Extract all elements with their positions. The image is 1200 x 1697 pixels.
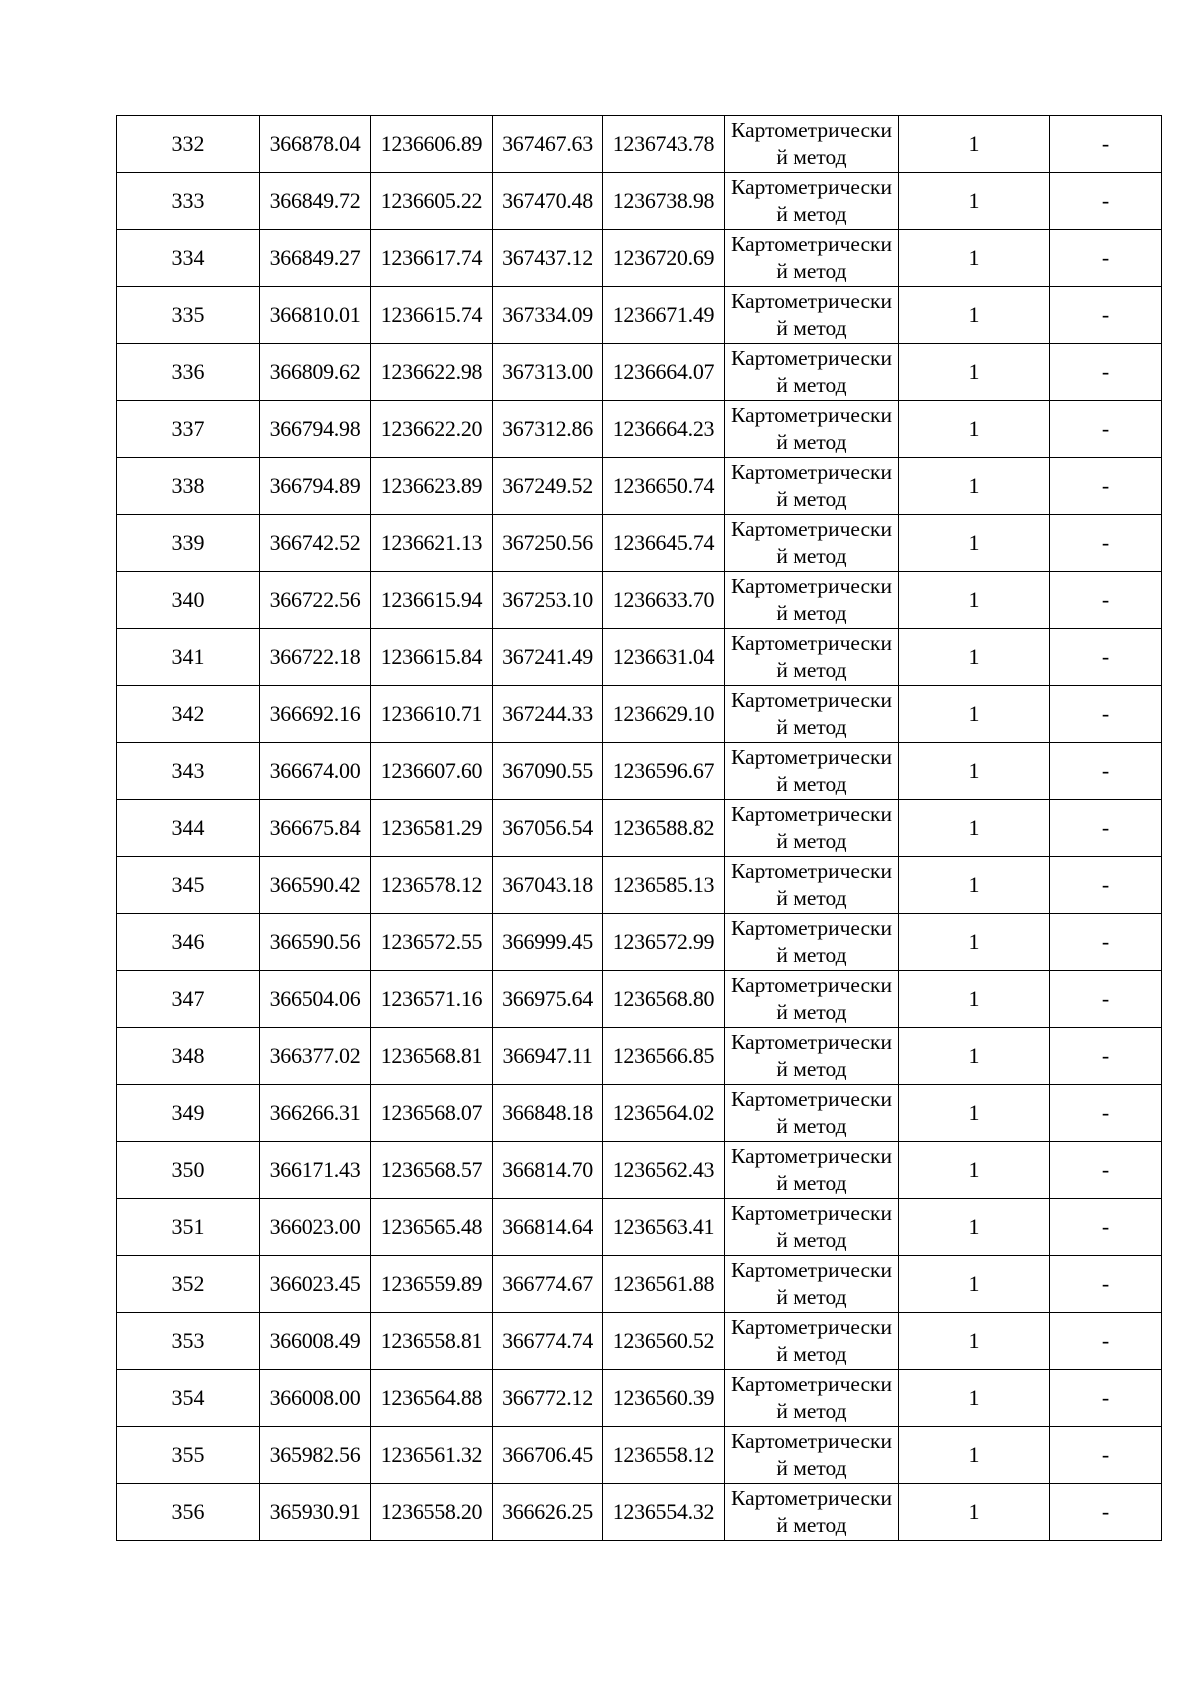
method-cell: Картометрический метод bbox=[725, 1427, 899, 1484]
x-new-cell: 367250.56 bbox=[493, 515, 603, 572]
table-row bbox=[117, 458, 1162, 515]
x-existing-cell: 366849.72 bbox=[260, 173, 371, 230]
note-cell: - bbox=[1050, 116, 1162, 173]
table-row bbox=[117, 344, 1162, 401]
note-cell: - bbox=[1050, 1370, 1162, 1427]
note-cell: - bbox=[1050, 515, 1162, 572]
x-existing-cell: 366008.00 bbox=[260, 1370, 371, 1427]
table-row bbox=[117, 572, 1162, 629]
y-new-cell: 1236671.49 bbox=[603, 287, 725, 344]
y-new-cell: 1236664.23 bbox=[603, 401, 725, 458]
accuracy-cell: 1 bbox=[899, 1142, 1050, 1199]
coordinates-table-body bbox=[117, 116, 1162, 1541]
table-row bbox=[117, 686, 1162, 743]
x-new-cell: 366814.64 bbox=[493, 1199, 603, 1256]
y-existing-cell: 1236564.88 bbox=[371, 1370, 493, 1427]
y-new-cell: 1236645.74 bbox=[603, 515, 725, 572]
accuracy-cell: 1 bbox=[899, 686, 1050, 743]
point-number-cell: 341 bbox=[117, 629, 260, 686]
accuracy-cell: 1 bbox=[899, 914, 1050, 971]
point-number-cell: 339 bbox=[117, 515, 260, 572]
y-existing-cell: 1236623.89 bbox=[371, 458, 493, 515]
y-new-cell: 1236562.43 bbox=[603, 1142, 725, 1199]
accuracy-cell: 1 bbox=[899, 287, 1050, 344]
note-cell: - bbox=[1050, 629, 1162, 686]
table-row bbox=[117, 971, 1162, 1028]
table-row bbox=[117, 1484, 1162, 1541]
x-new-cell: 367334.09 bbox=[493, 287, 603, 344]
accuracy-cell: 1 bbox=[899, 173, 1050, 230]
x-new-cell: 366774.74 bbox=[493, 1313, 603, 1370]
note-cell: - bbox=[1050, 1313, 1162, 1370]
note-cell: - bbox=[1050, 914, 1162, 971]
table-row bbox=[117, 1313, 1162, 1370]
note-cell: - bbox=[1050, 1142, 1162, 1199]
x-new-cell: 367470.48 bbox=[493, 173, 603, 230]
x-existing-cell: 366023.00 bbox=[260, 1199, 371, 1256]
x-existing-cell: 365982.56 bbox=[260, 1427, 371, 1484]
point-number-cell: 351 bbox=[117, 1199, 260, 1256]
accuracy-cell: 1 bbox=[899, 1370, 1050, 1427]
x-existing-cell: 366849.27 bbox=[260, 230, 371, 287]
point-number-cell: 335 bbox=[117, 287, 260, 344]
y-existing-cell: 1236558.81 bbox=[371, 1313, 493, 1370]
x-new-cell: 367437.12 bbox=[493, 230, 603, 287]
table-row bbox=[117, 401, 1162, 458]
y-existing-cell: 1236572.55 bbox=[371, 914, 493, 971]
method-cell: Картометрический метод bbox=[725, 344, 899, 401]
note-cell: - bbox=[1050, 1199, 1162, 1256]
x-new-cell: 367312.86 bbox=[493, 401, 603, 458]
x-existing-cell: 366590.56 bbox=[260, 914, 371, 971]
y-existing-cell: 1236558.20 bbox=[371, 1484, 493, 1541]
method-cell: Картометрический метод bbox=[725, 1370, 899, 1427]
note-cell: - bbox=[1050, 230, 1162, 287]
table-row bbox=[117, 1085, 1162, 1142]
x-new-cell: 367253.10 bbox=[493, 572, 603, 629]
x-new-cell: 366947.11 bbox=[493, 1028, 603, 1085]
point-number-cell: 356 bbox=[117, 1484, 260, 1541]
accuracy-cell: 1 bbox=[899, 1484, 1050, 1541]
point-number-cell: 352 bbox=[117, 1256, 260, 1313]
point-number-cell: 342 bbox=[117, 686, 260, 743]
x-new-cell: 366626.25 bbox=[493, 1484, 603, 1541]
table-row bbox=[117, 515, 1162, 572]
y-new-cell: 1236572.99 bbox=[603, 914, 725, 971]
method-cell: Картометрический метод bbox=[725, 914, 899, 971]
accuracy-cell: 1 bbox=[899, 800, 1050, 857]
table-row bbox=[117, 1028, 1162, 1085]
method-cell: Картометрический метод bbox=[725, 857, 899, 914]
x-new-cell: 366774.67 bbox=[493, 1256, 603, 1313]
x-new-cell: 367467.63 bbox=[493, 116, 603, 173]
point-number-cell: 333 bbox=[117, 173, 260, 230]
x-new-cell: 367313.00 bbox=[493, 344, 603, 401]
table-row bbox=[117, 287, 1162, 344]
method-cell: Картометрический метод bbox=[725, 971, 899, 1028]
y-existing-cell: 1236568.07 bbox=[371, 1085, 493, 1142]
accuracy-cell: 1 bbox=[899, 572, 1050, 629]
y-new-cell: 1236568.80 bbox=[603, 971, 725, 1028]
x-existing-cell: 366008.49 bbox=[260, 1313, 371, 1370]
point-number-cell: 344 bbox=[117, 800, 260, 857]
y-new-cell: 1236566.85 bbox=[603, 1028, 725, 1085]
method-cell: Картометрический метод bbox=[725, 401, 899, 458]
accuracy-cell: 1 bbox=[899, 116, 1050, 173]
y-new-cell: 1236558.12 bbox=[603, 1427, 725, 1484]
accuracy-cell: 1 bbox=[899, 1085, 1050, 1142]
y-new-cell: 1236564.02 bbox=[603, 1085, 725, 1142]
point-number-cell: 343 bbox=[117, 743, 260, 800]
y-existing-cell: 1236578.12 bbox=[371, 857, 493, 914]
x-existing-cell: 366722.18 bbox=[260, 629, 371, 686]
table-row bbox=[117, 1142, 1162, 1199]
y-existing-cell: 1236621.13 bbox=[371, 515, 493, 572]
y-new-cell: 1236560.52 bbox=[603, 1313, 725, 1370]
x-new-cell: 367249.52 bbox=[493, 458, 603, 515]
accuracy-cell: 1 bbox=[899, 1313, 1050, 1370]
accuracy-cell: 1 bbox=[899, 401, 1050, 458]
y-existing-cell: 1236607.60 bbox=[371, 743, 493, 800]
note-cell: - bbox=[1050, 857, 1162, 914]
x-new-cell: 366706.45 bbox=[493, 1427, 603, 1484]
point-number-cell: 353 bbox=[117, 1313, 260, 1370]
method-cell: Картометрический метод bbox=[725, 230, 899, 287]
accuracy-cell: 1 bbox=[899, 629, 1050, 686]
x-new-cell: 367056.54 bbox=[493, 800, 603, 857]
point-number-cell: 334 bbox=[117, 230, 260, 287]
note-cell: - bbox=[1050, 971, 1162, 1028]
x-new-cell: 366999.45 bbox=[493, 914, 603, 971]
table-row bbox=[117, 1199, 1162, 1256]
x-existing-cell: 366504.06 bbox=[260, 971, 371, 1028]
point-number-cell: 354 bbox=[117, 1370, 260, 1427]
accuracy-cell: 1 bbox=[899, 1199, 1050, 1256]
point-number-cell: 346 bbox=[117, 914, 260, 971]
x-existing-cell: 366742.52 bbox=[260, 515, 371, 572]
method-cell: Картометрический метод bbox=[725, 1028, 899, 1085]
x-existing-cell: 366023.45 bbox=[260, 1256, 371, 1313]
y-existing-cell: 1236605.22 bbox=[371, 173, 493, 230]
y-new-cell: 1236585.13 bbox=[603, 857, 725, 914]
note-cell: - bbox=[1050, 401, 1162, 458]
accuracy-cell: 1 bbox=[899, 458, 1050, 515]
x-new-cell: 367241.49 bbox=[493, 629, 603, 686]
x-existing-cell: 366809.62 bbox=[260, 344, 371, 401]
y-existing-cell: 1236617.74 bbox=[371, 230, 493, 287]
note-cell: - bbox=[1050, 1028, 1162, 1085]
accuracy-cell: 1 bbox=[899, 1256, 1050, 1313]
y-existing-cell: 1236568.57 bbox=[371, 1142, 493, 1199]
point-number-cell: 350 bbox=[117, 1142, 260, 1199]
x-existing-cell: 366878.04 bbox=[260, 116, 371, 173]
point-number-cell: 355 bbox=[117, 1427, 260, 1484]
table-row bbox=[117, 173, 1162, 230]
y-existing-cell: 1236565.48 bbox=[371, 1199, 493, 1256]
table-row bbox=[117, 914, 1162, 971]
note-cell: - bbox=[1050, 1427, 1162, 1484]
x-new-cell: 367244.33 bbox=[493, 686, 603, 743]
table-row bbox=[117, 857, 1162, 914]
accuracy-cell: 1 bbox=[899, 515, 1050, 572]
table-row bbox=[117, 629, 1162, 686]
point-number-cell: 338 bbox=[117, 458, 260, 515]
point-number-cell: 347 bbox=[117, 971, 260, 1028]
method-cell: Картометрический метод bbox=[725, 572, 899, 629]
x-existing-cell: 366266.31 bbox=[260, 1085, 371, 1142]
accuracy-cell: 1 bbox=[899, 1028, 1050, 1085]
method-cell: Картометрический метод bbox=[725, 686, 899, 743]
y-existing-cell: 1236615.74 bbox=[371, 287, 493, 344]
x-existing-cell: 366171.43 bbox=[260, 1142, 371, 1199]
point-number-cell: 340 bbox=[117, 572, 260, 629]
y-existing-cell: 1236606.89 bbox=[371, 116, 493, 173]
y-existing-cell: 1236622.98 bbox=[371, 344, 493, 401]
point-number-cell: 348 bbox=[117, 1028, 260, 1085]
point-number-cell: 349 bbox=[117, 1085, 260, 1142]
y-existing-cell: 1236559.89 bbox=[371, 1256, 493, 1313]
note-cell: - bbox=[1050, 1484, 1162, 1541]
x-existing-cell: 366794.98 bbox=[260, 401, 371, 458]
x-new-cell: 366975.64 bbox=[493, 971, 603, 1028]
method-cell: Картометрический метод bbox=[725, 1484, 899, 1541]
point-number-cell: 336 bbox=[117, 344, 260, 401]
accuracy-cell: 1 bbox=[899, 971, 1050, 1028]
x-existing-cell: 366590.42 bbox=[260, 857, 371, 914]
x-new-cell: 367043.18 bbox=[493, 857, 603, 914]
y-new-cell: 1236588.82 bbox=[603, 800, 725, 857]
x-new-cell: 366814.70 bbox=[493, 1142, 603, 1199]
point-number-cell: 345 bbox=[117, 857, 260, 914]
table-row bbox=[117, 743, 1162, 800]
note-cell: - bbox=[1050, 686, 1162, 743]
y-existing-cell: 1236622.20 bbox=[371, 401, 493, 458]
y-new-cell: 1236738.98 bbox=[603, 173, 725, 230]
x-new-cell: 366848.18 bbox=[493, 1085, 603, 1142]
note-cell: - bbox=[1050, 1085, 1162, 1142]
method-cell: Картометрический метод bbox=[725, 1256, 899, 1313]
y-new-cell: 1236563.41 bbox=[603, 1199, 725, 1256]
x-existing-cell: 366674.00 bbox=[260, 743, 371, 800]
method-cell: Картометрический метод bbox=[725, 515, 899, 572]
table-row bbox=[117, 1256, 1162, 1313]
y-existing-cell: 1236615.84 bbox=[371, 629, 493, 686]
method-cell: Картометрический метод bbox=[725, 287, 899, 344]
y-new-cell: 1236743.78 bbox=[603, 116, 725, 173]
method-cell: Картометрический метод bbox=[725, 173, 899, 230]
y-existing-cell: 1236568.81 bbox=[371, 1028, 493, 1085]
note-cell: - bbox=[1050, 458, 1162, 515]
x-existing-cell: 366810.01 bbox=[260, 287, 371, 344]
y-new-cell: 1236561.88 bbox=[603, 1256, 725, 1313]
y-new-cell: 1236720.69 bbox=[603, 230, 725, 287]
table-row bbox=[117, 1427, 1162, 1484]
y-existing-cell: 1236610.71 bbox=[371, 686, 493, 743]
y-new-cell: 1236554.32 bbox=[603, 1484, 725, 1541]
y-existing-cell: 1236561.32 bbox=[371, 1427, 493, 1484]
y-existing-cell: 1236615.94 bbox=[371, 572, 493, 629]
table-row bbox=[117, 1370, 1162, 1427]
y-new-cell: 1236650.74 bbox=[603, 458, 725, 515]
table-row bbox=[117, 800, 1162, 857]
accuracy-cell: 1 bbox=[899, 743, 1050, 800]
note-cell: - bbox=[1050, 1256, 1162, 1313]
x-existing-cell: 366377.02 bbox=[260, 1028, 371, 1085]
note-cell: - bbox=[1050, 800, 1162, 857]
x-existing-cell: 366675.84 bbox=[260, 800, 371, 857]
y-new-cell: 1236633.70 bbox=[603, 572, 725, 629]
y-new-cell: 1236560.39 bbox=[603, 1370, 725, 1427]
note-cell: - bbox=[1050, 173, 1162, 230]
x-existing-cell: 366794.89 bbox=[260, 458, 371, 515]
method-cell: Картометрический метод bbox=[725, 629, 899, 686]
point-number-cell: 332 bbox=[117, 116, 260, 173]
x-new-cell: 367090.55 bbox=[493, 743, 603, 800]
note-cell: - bbox=[1050, 743, 1162, 800]
y-new-cell: 1236629.10 bbox=[603, 686, 725, 743]
y-existing-cell: 1236571.16 bbox=[371, 971, 493, 1028]
method-cell: Картометрический метод bbox=[725, 800, 899, 857]
x-existing-cell: 366692.16 bbox=[260, 686, 371, 743]
y-new-cell: 1236631.04 bbox=[603, 629, 725, 686]
method-cell: Картометрический метод bbox=[725, 1313, 899, 1370]
y-new-cell: 1236664.07 bbox=[603, 344, 725, 401]
accuracy-cell: 1 bbox=[899, 857, 1050, 914]
y-new-cell: 1236596.67 bbox=[603, 743, 725, 800]
method-cell: Картометрический метод bbox=[725, 1085, 899, 1142]
note-cell: - bbox=[1050, 344, 1162, 401]
note-cell: - bbox=[1050, 287, 1162, 344]
accuracy-cell: 1 bbox=[899, 1427, 1050, 1484]
method-cell: Картометрический метод bbox=[725, 1142, 899, 1199]
table-row bbox=[117, 116, 1162, 173]
y-existing-cell: 1236581.29 bbox=[371, 800, 493, 857]
x-new-cell: 366772.12 bbox=[493, 1370, 603, 1427]
accuracy-cell: 1 bbox=[899, 230, 1050, 287]
x-existing-cell: 365930.91 bbox=[260, 1484, 371, 1541]
method-cell: Картометрический метод bbox=[725, 743, 899, 800]
method-cell: Картометрический метод bbox=[725, 1199, 899, 1256]
note-cell: - bbox=[1050, 572, 1162, 629]
point-number-cell: 337 bbox=[117, 401, 260, 458]
method-cell: Картометрический метод bbox=[725, 116, 899, 173]
accuracy-cell: 1 bbox=[899, 344, 1050, 401]
coordinates-table bbox=[116, 115, 1162, 1541]
method-cell: Картометрический метод bbox=[725, 458, 899, 515]
x-existing-cell: 366722.56 bbox=[260, 572, 371, 629]
table-row bbox=[117, 230, 1162, 287]
